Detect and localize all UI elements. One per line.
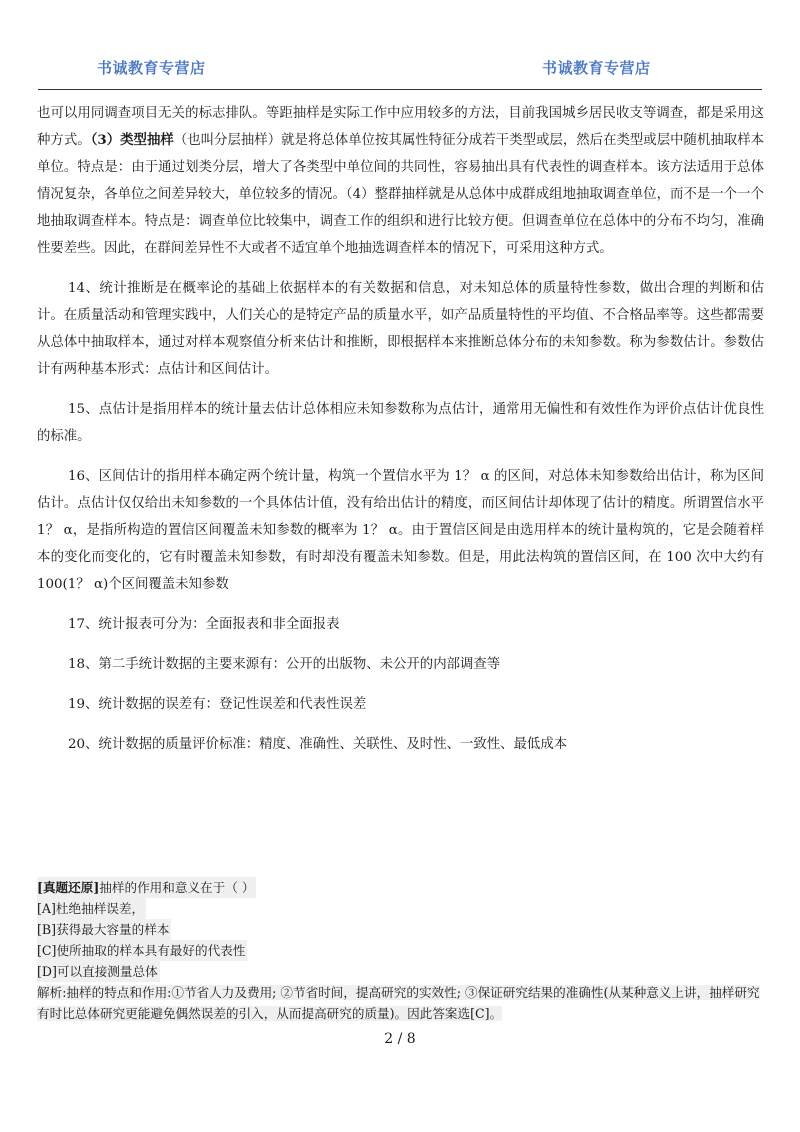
page-header bbox=[0, 0, 800, 92]
paragraph-19: 19、统计数据的误差有：登记性误差和代表性误差 bbox=[68, 697, 367, 712]
exam-option-c: [C]使所抽取的样本具有最好的代表性 bbox=[37, 940, 764, 961]
paragraph-18: 18、第二手统计数据的主要来源有：公开的出版物、未公开的内部调查等 bbox=[68, 657, 501, 672]
paragraph-20: 20、统计数据的质量评价标准：精度、准确性、关联性、及时性、一致性、最低成本 bbox=[68, 737, 568, 752]
paragraph-text: （也叫分层抽样）就是将总体单位按其属性特征分成若干类型或层，然后在类型或层中随机抽取样本单位。特点是：由于通过划类分层，增大了各类型中单位间的共同性，容易抽出具有代表性的调查样本。该方法适用于总体情况复杂，各单位之间差异较大，单位较多的情况。（4）整群抽样就是从总体中成群成组地抽取调查单位，而不是一个一个地抽取调查样本。特点是：调查单位比较集中，调查工作的组织和进行比较方便。但调查单位在总体中的分布不均匀，准确性要差些。因此，在群间差异性不大或者不适宜单个地抽选调查样本的情况下，可采用这种方式。 bbox=[37, 133, 765, 256]
paragraph-15: 15、点估计是指用样本的统计量去估计总体相应未知参数称为点估计，通常用无偏性和有效性作为评价点估计优良性的标准。 bbox=[37, 402, 764, 444]
paragraph-14: 14、统计推断是在概率论的基础上依据样本的有关数据和信息，对未知总体的质量特性参数，做出合理的判断和估计。在质量活动和管理实践中，人们关心的是特定产品的质量水平，如产品质量特性的平均值、不合格品率等。这些都需要从总体中抽取样本，通过对样本观察值分析来估计和推断，即根据样本来推断总体分布的未知参数。称为参数估计。参数估计有两种基本形式：点估计和区间估计。 bbox=[37, 281, 764, 377]
paragraph-text: 也可以用同调查项目无关的标志排队。等距抽样是实际工作中应用较多的方法，目前我国城乡居民收支等调查，都是采用这种方式。 bbox=[37, 106, 764, 148]
document-body bbox=[37, 100, 764, 771]
exam-question-block bbox=[37, 877, 764, 1024]
bold-term-stratified-sampling: （3）类型抽样 bbox=[90, 132, 174, 148]
exam-question bbox=[37, 877, 764, 898]
page-number: 2 / 8 bbox=[384, 1031, 416, 1047]
header-brand-right: 书诚教育专营店 bbox=[542, 59, 651, 77]
paragraph-17: 17、统计报表可分为：全面报表和非全面报表 bbox=[68, 617, 340, 632]
header-brand-left: 书诚教育专营店 bbox=[97, 59, 206, 77]
exam-question-text: 抽样的作用和意义在于（ ） bbox=[99, 880, 255, 895]
exam-analysis: 解析:抽样的特点和作用:①节省人力及费用; ②节省时间，提高研究的实效性; ③保证研究结果的准确性(从某种意义上讲，抽样研究有时比总体研究更能避免偶然误差的引入，从而提高研究的质量)。因此答案选[C]。 bbox=[37, 985, 760, 1021]
exam-option-a: [A]杜绝抽样误差， bbox=[37, 898, 764, 919]
exam-option-d: [D]可以直接测量总体 bbox=[37, 961, 764, 982]
exam-option-b: [B]获得最大容量的样本 bbox=[37, 919, 764, 940]
paragraph-sampling-methods bbox=[37, 100, 764, 262]
paragraph-16: 16、区间估计的指用样本确定两个统计量，构筑一个置信水平为 1？ α 的区间，对总体未知参数给出估计，称为区间估计。点估计仅仅给出未知参数的一个具体估计值，没有给出估计的精度，而区间估计却体现了估计的精度。所谓置信水平 1？ α，是指所构造的置信区间覆盖未知参数的概率为 1？ α。由于置信区间是由选用样本的统计量构筑的，它是会随着样本的变化而变化的，它有时覆盖未知参数，有时却没有覆盖未知参数。但是，用此法构筑的置信区间，在 100 次中大约有 100(1？ α)个区间覆盖未知参数 bbox=[37, 469, 764, 592]
exam-tag: [真题还原] bbox=[37, 880, 100, 895]
header-divider bbox=[38, 89, 762, 90]
